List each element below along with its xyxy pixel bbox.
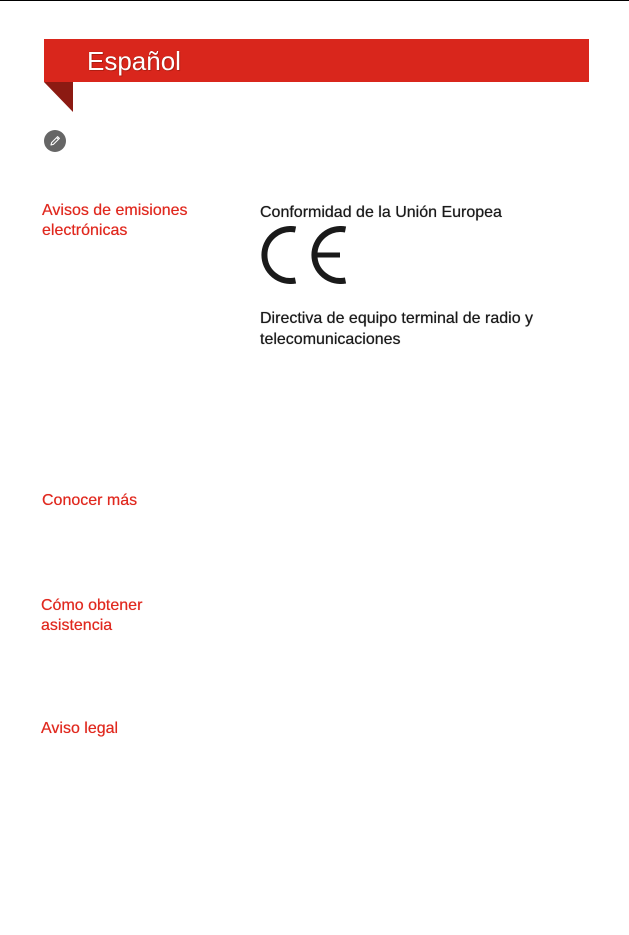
- heading-learn-more: Conocer más: [42, 492, 138, 509]
- pencil-icon: [44, 130, 66, 152]
- language-header-banner: [44, 39, 589, 82]
- heading-emission-notices: Avisos de emisiones electrónicas: [42, 202, 188, 239]
- heading-legal-notice: Aviso legal: [41, 720, 119, 737]
- language-title: Español: [87, 46, 181, 76]
- top-rule: [0, 0, 629, 1]
- eu-conformity-heading: Conformidad de la Unión Europea: [260, 204, 502, 221]
- heading-get-support: Cómo obtener asistencia: [41, 597, 143, 634]
- rtte-directive-heading: Directiva de equipo terminal de radio y telecomunicaciones: [260, 310, 534, 348]
- ce-mark-icon: [260, 226, 348, 284]
